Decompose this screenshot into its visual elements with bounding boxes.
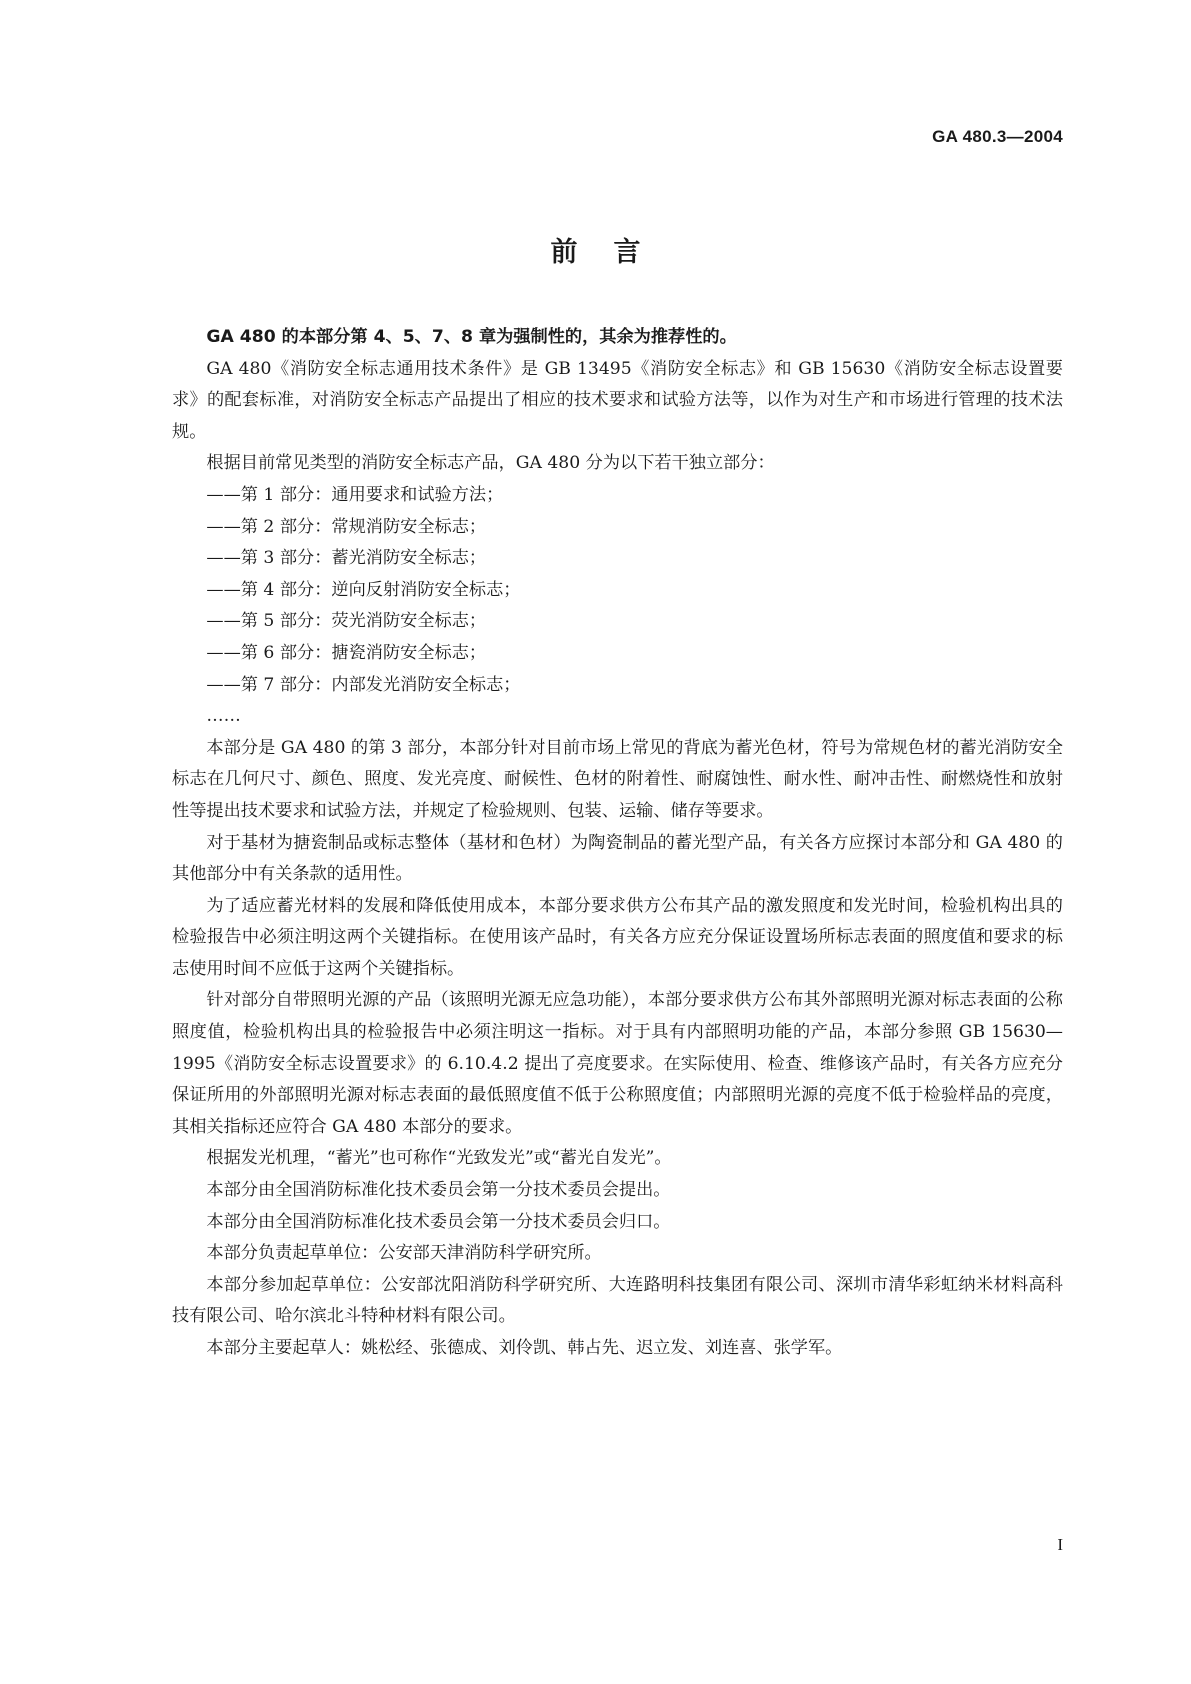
paragraph-drafters: 本部分主要起草人：姚松经、张德成、刘伶凯、韩占先、迟立发、刘连喜、张学军。 — [206, 1338, 843, 1358]
paragraph-centralized-by: 本部分由全国消防标准化技术委员会第一分技术委员会归口。 — [206, 1211, 671, 1232]
paragraph-participating-units: 本部分参加起草单位：公安部沈阳消防科学研究所、大连路明科技集团有限公司、深圳市清华彩虹纳米材料高科技有限公司、哈尔滨北斗特种材料有限公司。 — [172, 1274, 1063, 1327]
paragraph-parts-intro: 根据目前常见类型的消防安全标志产品，GA 480 分为以下若干独立部分： — [206, 453, 775, 474]
page-number: I — [1057, 1535, 1063, 1554]
paragraph-standard-purpose: GA 480《消防安全标志通用技术条件》是 GB 13495《消防安全标志》和 GB 15630《消防安全标志设置要求》的配套标准，对消防安全标志产品提出了相应的技术要求和试验方法等，以作为对生产和市场进行管理的技术法规。 — [172, 358, 1063, 442]
list-item-part-7: ——第 7 部分：内部发光消防安全标志； — [206, 674, 521, 695]
list-item-part-1: ——第 1 部分：通用要求和试验方法； — [206, 484, 504, 505]
paragraph-terminology: 根据发光机理，“蓄光”也可称作“光致发光”或“蓄光自发光”。 — [206, 1148, 672, 1169]
paragraph-scope: 本部分是 GA 480 的第 3 部分，本部分针对目前市场上常见的背底为蓄光色材，符号为常规色材的蓄光消防安全标志在几何尺寸、颜色、照度、发光亮度、耐候性、色材的附着性、耐腐蚀性、耐水性、耐冲击性、耐燃烧性和放射性等提出技术要求和试验方法，并规定了检验规则、包装、运输、储存等要求。 — [172, 737, 1063, 821]
paragraph-enamel-products: 对于基材为搪瓷制品或标志整体（基材和色材）为陶瓷制品的蓄光型产品，有关各方应探讨本部分和 GA 480 的其他部分中有关条款的适用性。 — [172, 832, 1063, 885]
list-item-part-3: ——第 3 部分：蓄光消防安全标志； — [206, 548, 487, 569]
paragraph-excitation-illuminance: 为了适应蓄光材料的发展和降低使用成本，本部分要求供方公布其产品的激发照度和发光时间，检验机构出具的检验报告中必须注明这两个关键指标。在使用该产品时，有关各方应充分保证设置场所标志表面的照度值和要求的标志使用时间不应低于这两个关键指标。 — [172, 895, 1063, 979]
standard-number: GA 480.3—2004 — [932, 127, 1063, 146]
page-title: 前言 — [550, 237, 677, 268]
list-item-part-5: ——第 5 部分：荧光消防安全标志； — [206, 611, 487, 632]
list-ellipsis: …… — [206, 706, 241, 727]
paragraph-drafting-unit: 本部分负责起草单位：公安部天津消防科学研究所。 — [206, 1243, 602, 1264]
paragraph-lighting-source: 针对部分自带照明光源的产品（该照明光源无应急功能），本部分要求供方公布其外部照明光源对标志表面的公称照度值，检验机构出具的检验报告中必须注明这一指标。对于具有内部照明功能的产品，本部分参照 GB 15630—1995《消防安全标志设置要求》的 6.10.4.2 提出了亮度要求。在实际使用、检查、维修该产品时，有关各方应充分保证所用的外部照明光源对标志表面的最低照度值不低于公称照度值；内部照明光源的亮度不低于检验样品的亮度，其相关指标还应符合 GA 480 本部分的要求。 — [172, 990, 1063, 1137]
list-item-part-2: ——第 2 部分：常规消防安全标志； — [206, 516, 487, 537]
paragraph-proposed-by: 本部分由全国消防标准化技术委员会第一分技术委员会提出。 — [206, 1180, 671, 1201]
mandatory-clause-statement: GA 480 的本部分第 4、5、7、8 章为强制性的，其余为推荐性的。 — [206, 327, 737, 347]
foreword-body — [172, 322, 1063, 1365]
list-item-part-4: ——第 4 部分：逆向反射消防安全标志； — [206, 579, 521, 600]
list-item-part-6: ——第 6 部分：搪瓷消防安全标志； — [206, 642, 487, 663]
